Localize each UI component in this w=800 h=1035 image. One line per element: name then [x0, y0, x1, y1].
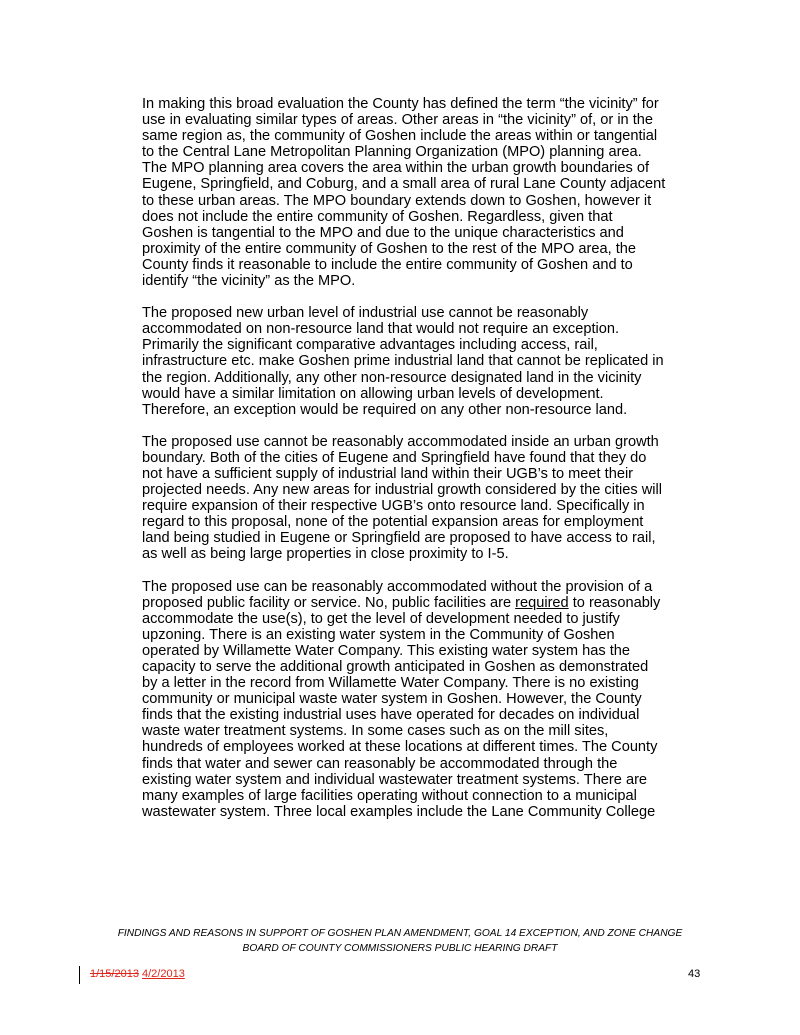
- text-line-with-underline: [142, 595, 708, 611]
- text-line: The proposed use can be reasonably accommodated without the provision of a: [142, 578, 653, 595]
- text-line: to the Central Lane Metropolitan Planning Organization (MPO) planning area.: [142, 144, 642, 161]
- text-line: does not include the entire community of Goshen. Regardless, given that: [142, 208, 613, 225]
- text-line: County finds it reasonable to include the entire community of Goshen and to: [142, 256, 633, 273]
- text-line: Therefore, an exception would be required on any other non-resource land.: [142, 401, 628, 418]
- text-line: identify “the vicinity” as the MPO.: [142, 273, 356, 290]
- text-line: Eugene, Springfield, and Coburg, and a small area of rural Lane County adjacent: [142, 176, 666, 193]
- text-line: The MPO planning area covers the area within the urban growth boundaries of: [142, 160, 650, 177]
- text-line: same region as, the community of Goshen include the areas within or tangential: [142, 128, 658, 145]
- revision-change-bar: [79, 966, 80, 984]
- text-line: accommodate the use(s), to get the level of development needed to justify: [142, 610, 620, 627]
- page-footer: [60, 926, 740, 956]
- text-segment: proposed public facility or service. No, public facilities are: [142, 594, 516, 611]
- text-line: use in evaluating similar types of areas. Other areas in “the vicinity” of, or in the: [142, 112, 654, 129]
- text-line: as well as being large properties in close proximity to I-5.: [142, 546, 509, 563]
- text-line: The proposed new urban level of industrial use cannot be reasonably: [142, 305, 589, 322]
- footer-subtitle: BOARD OF COUNTY COMMISSIONERS PUBLIC HEARING DRAFT: [242, 943, 558, 954]
- text-line: boundary. Both of the cities of Eugene and Springfield have found that they do: [142, 449, 647, 466]
- text-line: projected needs. Any new areas for industrial growth considered by the cities will: [142, 482, 662, 499]
- text-line: community or municipal waste water system in Goshen. However, the County: [142, 691, 642, 708]
- paragraph-vicinity: [142, 96, 708, 289]
- text-line: the region. Additionally, any other non-resource designated land in the vicinity: [142, 369, 642, 386]
- text-line: In making this broad evaluation the County has defined the term “the vicinity” for: [142, 96, 659, 112]
- inserted-date: 4/2/2013: [142, 968, 185, 980]
- text-line: upzoning. There is an existing water system in the Community of Goshen: [142, 626, 615, 643]
- footer-title: FINDINGS AND REASONS IN SUPPORT OF GOSHEN PLAN AMENDMENT, GOAL 14 EXCEPTION, AND ZONE CHANGE: [117, 928, 683, 939]
- text-segment: to reasonably: [568, 594, 661, 611]
- text-line: capacity to serve the additional growth anticipated in Goshen as demonstrated: [142, 659, 649, 675]
- paragraph-non-resource-land: [142, 305, 708, 418]
- text-line: operated by Willamette Water Company. This existing water system has the: [142, 642, 631, 659]
- text-line: by a letter in the record from Willamette Water Company. There is no existing: [142, 675, 639, 692]
- text-line: finds that the existing industrial uses have operated for decades on individual: [142, 707, 640, 724]
- text-line: existing water system and individual wastewater treatment systems. There are: [142, 771, 648, 788]
- paragraph-public-facility: [142, 579, 708, 820]
- text-line: proximity of the entire community of Goshen to the rest of the MPO area, the: [142, 240, 636, 257]
- text-line: not have a sufficient supply of industrial land within their UGB’s to meet their: [142, 465, 634, 482]
- text-line: require expansion of their respective UGB’s onto resource land. Specifically in: [142, 498, 645, 515]
- underlined-word: required: [515, 594, 569, 611]
- text-line: hundreds of employees worked at these locations at different times. The County: [142, 739, 658, 756]
- text-line: Goshen is tangential to the MPO and due to the unique characteristics and: [142, 224, 624, 241]
- document-body: [142, 96, 708, 836]
- text-line: to these urban areas. The MPO boundary extends down to Goshen, however it: [142, 192, 652, 209]
- deleted-date: 1/15/2013: [90, 968, 139, 980]
- text-line: The proposed use cannot be reasonably accommodated inside an urban growth: [142, 433, 659, 450]
- page-number: 43: [688, 968, 701, 980]
- text-line: Primarily the significant comparative advantages including access, rail,: [142, 337, 598, 354]
- text-line: would have a similar limitation on allowing urban levels of development.: [142, 385, 604, 402]
- text-line: waste water treatment systems. In some cases such as on the mill sites,: [142, 723, 609, 740]
- text-line: infrastructure etc. make Goshen prime industrial land that cannot be replicated in: [142, 353, 664, 370]
- text-line: finds that water and sewer can reasonably be accommodated through the: [142, 755, 618, 772]
- text-line: wastewater system. Three local examples include the Lane Community College: [142, 803, 656, 820]
- text-line: land being studied in Eugene or Springfield are proposed to have access to rail,: [142, 530, 656, 547]
- revision-date: [90, 968, 185, 980]
- text-line: many examples of large facilities operating without connection to a municipal: [142, 787, 637, 804]
- text-line: regard to this proposal, none of the potential expansion areas for employment: [142, 514, 644, 531]
- paragraph-urban-growth-boundary: [142, 434, 708, 563]
- text-line: accommodated on non-resource land that would not require an exception.: [142, 321, 620, 338]
